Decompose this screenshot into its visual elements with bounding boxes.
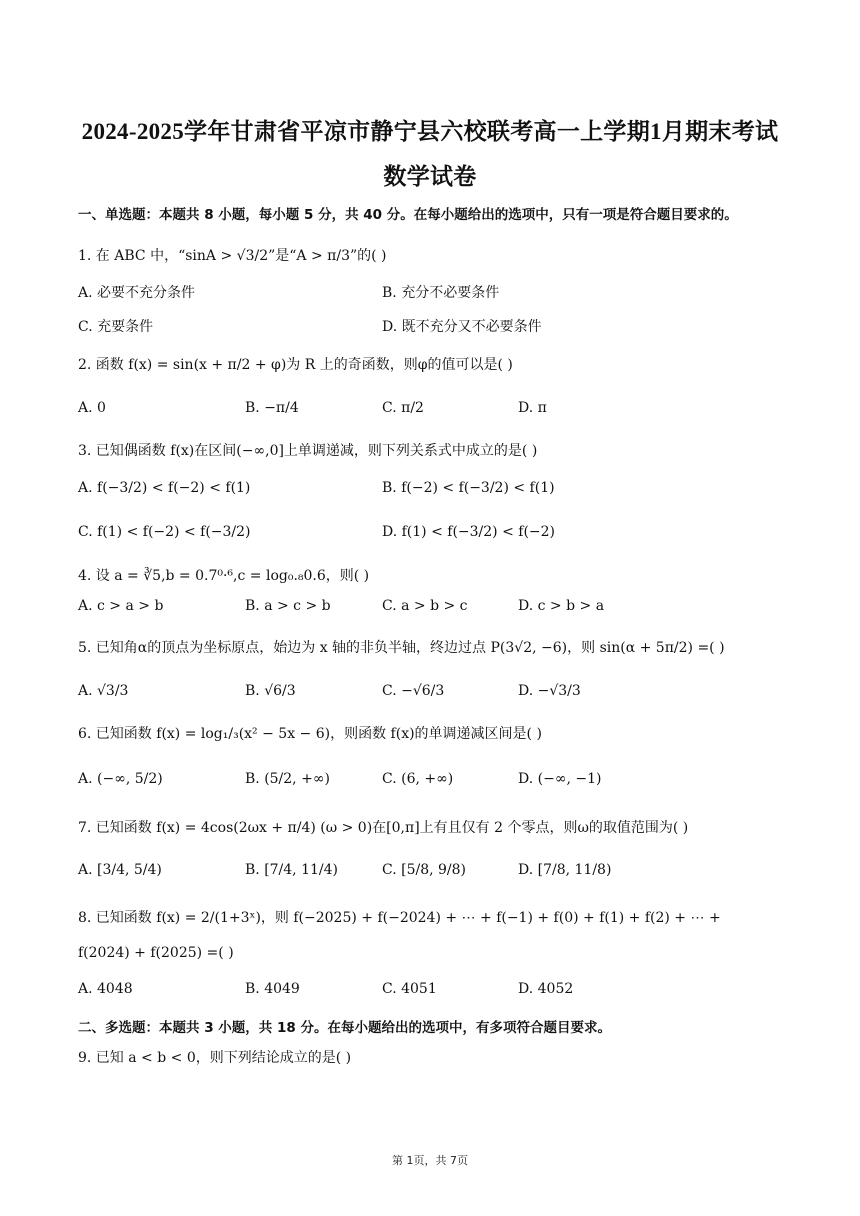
question-7-stem: 7. 已知函数 f(x) = 4cos(2ωx + π/4) (ω > 0)在[0,π]上有且仅有 2 个零点，则ω的取值范围为( ) [78, 820, 689, 836]
question-2-stem: 2. 函数 f(x) = sin(x + π/2 + φ)为 R 上的奇函数，则φ的值可以是( ) [78, 357, 513, 373]
question-7-option-c: C. [5/8, 9/8) [382, 862, 466, 878]
question-1-option-b: B. 充分不必要条件 [382, 285, 500, 301]
question-5-option-a: A. √3/3 [78, 683, 129, 699]
question-8-stem: 8. 已知函数 f(x) = 2/(1+3ˣ)，则 f(−2025) + f(−2024) + ⋯ + f(−1) + f(0) + f(1) + f(2) + ⋯ + [78, 910, 721, 926]
question-4-option-c: C. a > b > c [382, 598, 468, 614]
question-8-stem-continued: f(2024) + f(2025) =( ) [78, 945, 234, 961]
question-5-option-c: C. −√6/3 [382, 683, 445, 699]
question-6-option-c: C. (6, +∞) [382, 771, 454, 787]
question-6-option-b: B. (5/2, +∞) [245, 771, 330, 787]
question-6-option-d: D. (−∞, −1) [518, 771, 602, 787]
question-3-stem: 3. 已知偶函数 f(x)在区间(−∞,0]上单调递减，则下列关系式中成立的是( ) [78, 443, 538, 459]
question-5-stem: 5. 已知角α的顶点为坐标原点，始边为 x 轴的非负半轴，终边过点 P(3√2, −6)，则 sin(α + 5π/2) =( ) [78, 640, 725, 656]
question-4-option-b: B. a > c > b [245, 598, 331, 614]
question-3-option-d: D. f(1) < f(−3/2) < f(−2) [382, 524, 556, 540]
question-8-option-b: B. 4049 [245, 981, 300, 997]
question-8-option-d: D. 4052 [518, 981, 574, 997]
question-1-option-a: A. 必要不充分条件 [78, 285, 196, 301]
question-9-stem: 9. 已知 a < b < 0，则下列结论成立的是( ) [78, 1050, 352, 1066]
question-7-option-b: B. [7/4, 11/4) [245, 862, 338, 878]
question-2-option-d: D. π [518, 400, 547, 416]
exam-title: 2024-2025学年甘肃省平凉市静宁县六校联考高一上学期1月期末考试 [81, 119, 779, 144]
question-6-option-a: A. (−∞, 5/2) [78, 771, 163, 787]
question-2-option-c: C. π/2 [382, 400, 424, 416]
question-1-stem: 1. 在 ABC 中，“sinA > √3/2”是“A > π/3”的( ) [78, 248, 387, 264]
question-7-option-d: D. [7/8, 11/8) [518, 862, 612, 878]
question-4-stem: 4. 设 a = ∛5,b = 0.7⁰·⁶,c = log₀.₈0.6，则( ) [78, 568, 370, 584]
question-3-option-c: C. f(1) < f(−2) < f(−3/2) [78, 524, 251, 540]
question-4-option-d: D. c > b > a [518, 598, 605, 614]
page-footer: 第 1页，共 7页 [392, 1154, 468, 1167]
question-8-option-c: C. 4051 [382, 981, 437, 997]
question-5-option-b: B. √6/3 [245, 683, 296, 699]
section-heading-single-choice: 一、单选题：本题共 8 小题，每小题 5 分，共 40 分。在每小题给出的选项中，只有一项是符合题目要求的。 [78, 207, 738, 223]
question-5-option-d: D. −√3/3 [518, 683, 581, 699]
question-4-option-a: A. c > a > b [78, 598, 164, 614]
question-2-option-b: B. −π/4 [245, 400, 299, 416]
question-1-option-c: C. 充要条件 [78, 319, 154, 335]
question-8-option-a: A. 4048 [78, 981, 133, 997]
exam-subtitle: 数学试卷 [383, 164, 477, 189]
question-3-option-a: A. f(−3/2) < f(−2) < f(1) [78, 480, 251, 496]
question-3-option-b: B. f(−2) < f(−3/2) < f(1) [382, 480, 555, 496]
section-heading-multiple-choice: 二、多选题：本题共 3 小题，共 18 分。在每小题给出的选项中，有多项符合题目要求。 [78, 1020, 611, 1036]
question-2-option-a: A. 0 [78, 400, 106, 416]
question-7-option-a: A. [3/4, 5/4) [78, 862, 162, 878]
question-1-option-d: D. 既不充分又不必要条件 [382, 319, 542, 335]
question-6-stem: 6. 已知函数 f(x) = log₁/₃(x² − 5x − 6)，则函数 f(x)的单调递减区间是( ) [78, 726, 542, 742]
